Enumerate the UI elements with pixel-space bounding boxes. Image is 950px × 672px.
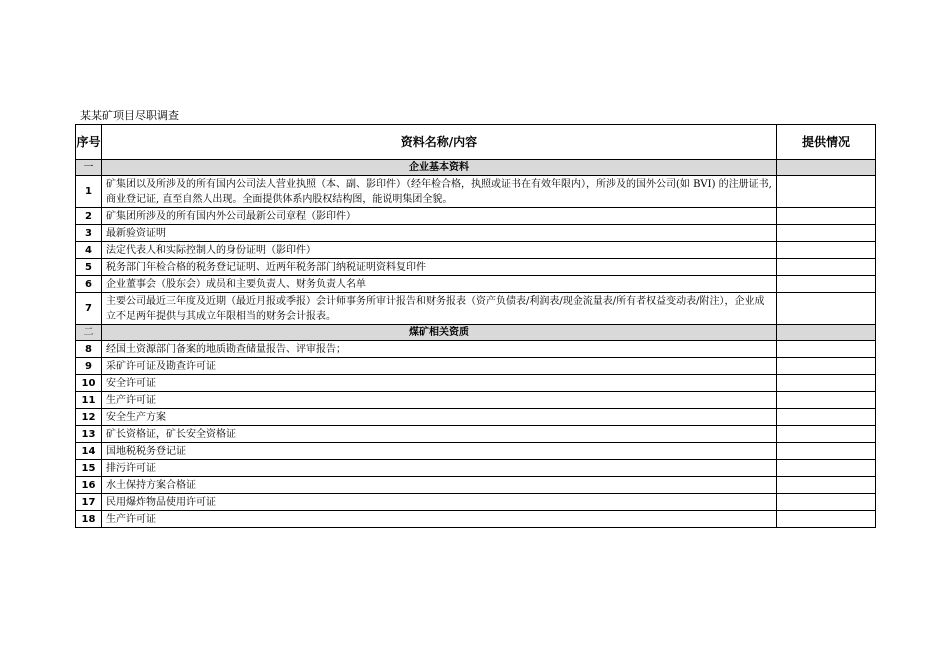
- row-name: 生产许可证: [102, 392, 777, 409]
- row-number: 10: [76, 375, 102, 392]
- row-status[interactable]: [777, 276, 876, 293]
- table-row: [76, 426, 876, 443]
- row-name: 矿集团以及所涉及的所有国内公司法人营业执照（本、副、影印件）（经年检合格，执照或证书在有效年限内），所涉及的国外公司(如 BVI) 的注册证书, 商业登记证, 直至自然人出现。全面提供体系内股权结构图，能说明集团全貌。: [102, 176, 777, 208]
- row-number: 18: [76, 511, 102, 528]
- row-number: 9: [76, 358, 102, 375]
- row-status[interactable]: [777, 409, 876, 426]
- row-number: 2: [76, 208, 102, 225]
- table-row: [76, 460, 876, 477]
- row-status[interactable]: [777, 443, 876, 460]
- row-status[interactable]: [777, 494, 876, 511]
- row-name: 法定代表人和实际控制人的身份证明（影印件）: [102, 242, 777, 259]
- row-name: 矿长资格证，矿长安全资格证: [102, 426, 777, 443]
- row-status[interactable]: [777, 392, 876, 409]
- table-row: [76, 375, 876, 392]
- row-name: 水土保持方案合格证: [102, 477, 777, 494]
- row-number: 16: [76, 477, 102, 494]
- row-status[interactable]: [777, 477, 876, 494]
- table-row: [76, 276, 876, 293]
- table-row: [76, 293, 876, 325]
- header-status: 提供情况: [777, 125, 876, 160]
- section-status-cell: [777, 325, 876, 341]
- table-row: [76, 225, 876, 242]
- row-number: 15: [76, 460, 102, 477]
- row-status[interactable]: [777, 426, 876, 443]
- row-name: 采矿许可证及勘查许可证: [102, 358, 777, 375]
- table-row: [76, 443, 876, 460]
- row-name: 企业董事会（股东会）成员和主要负责人、财务负责人名单: [102, 276, 777, 293]
- row-number: 17: [76, 494, 102, 511]
- row-status[interactable]: [777, 511, 876, 528]
- due-diligence-table: [75, 124, 876, 528]
- table-row: [76, 259, 876, 276]
- header-name: 资料名称/内容: [102, 125, 777, 160]
- row-number: 12: [76, 409, 102, 426]
- row-name: 排污许可证: [102, 460, 777, 477]
- row-name: 矿集团所涉及的所有国内外公司最新公司章程（影印件）: [102, 208, 777, 225]
- row-number: 11: [76, 392, 102, 409]
- section-number: 二: [76, 325, 102, 341]
- table-row: [76, 477, 876, 494]
- table-row: [76, 341, 876, 358]
- row-name: 主要公司最近三年度及近期（最近月报或季报）会计师事务所审计报告和财务报表（资产负债表/利润表/现金流量表/所有者权益变动表/附注），企业成立不足两年提供与其成立年限相当的财务会计报表。: [102, 293, 777, 325]
- section-number: 一: [76, 160, 102, 176]
- table-row: [76, 176, 876, 208]
- row-status[interactable]: [777, 341, 876, 358]
- table-row: [76, 494, 876, 511]
- row-number: 4: [76, 242, 102, 259]
- row-name: 安全许可证: [102, 375, 777, 392]
- document-title: 某某矿项目尽职调查: [80, 109, 179, 122]
- row-status[interactable]: [777, 375, 876, 392]
- row-status[interactable]: [777, 358, 876, 375]
- section-title: 企业基本资料: [102, 160, 777, 176]
- row-name: 生产许可证: [102, 511, 777, 528]
- section-row-basic-info: [76, 160, 876, 176]
- header-no: 序号: [76, 125, 102, 160]
- row-number: 5: [76, 259, 102, 276]
- row-number: 7: [76, 293, 102, 325]
- row-name: 国地税税务登记证: [102, 443, 777, 460]
- row-name: 经国土资源部门备案的地质勘查储量报告、评审报告；: [102, 341, 777, 358]
- row-status[interactable]: [777, 225, 876, 242]
- table-header-row: [76, 125, 876, 160]
- row-status[interactable]: [777, 208, 876, 225]
- table-row: [76, 511, 876, 528]
- section-status-cell: [777, 160, 876, 176]
- row-status[interactable]: [777, 242, 876, 259]
- row-name: 民用爆炸物品使用许可证: [102, 494, 777, 511]
- row-name: 安全生产方案: [102, 409, 777, 426]
- table-row: [76, 208, 876, 225]
- row-status[interactable]: [777, 259, 876, 276]
- row-name: 最新验资证明: [102, 225, 777, 242]
- row-name: 税务部门年检合格的税务登记证明、近两年税务部门纳税证明资料复印件: [102, 259, 777, 276]
- section-title: 煤矿相关资质: [102, 325, 777, 341]
- table-row: [76, 358, 876, 375]
- table-row: [76, 392, 876, 409]
- row-status[interactable]: [777, 293, 876, 325]
- section-row-coal-qualifications: [76, 325, 876, 341]
- table-row: [76, 242, 876, 259]
- table-row: [76, 409, 876, 426]
- row-number: 1: [76, 176, 102, 208]
- row-number: 14: [76, 443, 102, 460]
- row-number: 13: [76, 426, 102, 443]
- row-number: 6: [76, 276, 102, 293]
- row-status[interactable]: [777, 460, 876, 477]
- row-number: 8: [76, 341, 102, 358]
- row-status[interactable]: [777, 176, 876, 208]
- row-number: 3: [76, 225, 102, 242]
